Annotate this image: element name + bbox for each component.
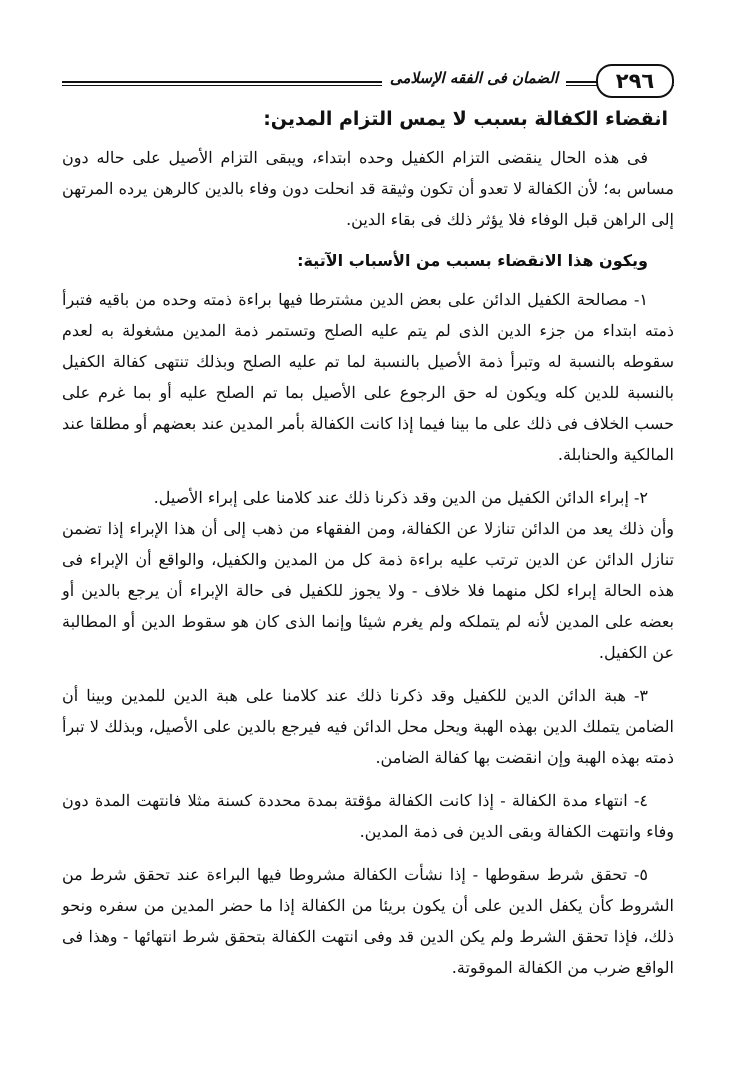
cause-item-1 [62,284,674,470]
cause-item-text: ٣- هبة الدائن الدين للكفيل وقد ذكرنا ذلك عند كلامنا على هبة الدين للمدين وبينا أن الضامن يتملك الدين بهذه الهبة ويحل محل الدائن فيه فيرجع بالدين على الأصيل، وبذلك لا تبرأ ذمته بهذه الهبة وإن انقضت بها كفالة الضامن. [62,686,674,767]
cause-item-text: ٥- تحقق شرط سقوطها - إذا نشأت الكفالة مشروطا فيها البراءة عند تحقق شرط من الشروط كأن يكفل الدين على أن يكون بريئا من الكفالة إذا ما حضر المدين من سفره ونحو ذلك، فإذا تحقق الشرط ولم يكن الدين قد وفى انتهت الكفالة بتحقق شرط انتهائها - وهذا فى الواقع ضرب من الكفالة الموقوتة. [62,865,674,977]
cause-item-4 [62,785,674,847]
cause-item-text: ٤- انتهاء مدة الكفالة - إذا كانت الكفالة مؤقتة بمدة محددة كسنة مثلا فانتهت المدة دون وفاء وانتهت الكفالة وبقى الدين فى ذمة المدين. [62,791,674,841]
causes-heading: ويكون هذا الانقضاء بسبب من الأسباب الآتية: [297,251,648,270]
book-title: الضمان فى الفقه الإسلامى [382,65,566,91]
running-header [62,62,674,98]
cause-item-text: ٢- إبراء الدائن الكفيل من الدين وقد ذكرنا ذلك عند كلامنا على إبراء الأصيل. [153,488,648,507]
cause-item-3 [62,680,674,773]
intro-paragraph: فى هذه الحال ينقضى التزام الكفيل وحده ابتداء، ويبقى التزام الأصيل على حاله دون مساس به؛ لأن الكفالة لا تعدو أن تكون وثيقة قد انحلت دون وفاء بالدين كالرهن يرده المرتهن إلى الراهن قبل الوفاء فلا يؤثر ذلك فى بقاء الدين. [62,148,674,229]
page-body [62,104,674,995]
section-heading: انقضاء الكفالة بسبب لا يمس التزام المدين: [263,108,668,130]
cause-item-2 [62,482,674,668]
cause-item-continuation: وأن ذلك يعد من الدائن تنازلا عن الكفالة، ومن الفقهاء من ذهب إلى أن هذا الإبراء إذا تضمن تنازل الدائن عن الدين ترتب عليه براءة ذمة كل من المدين والكفيل، والواقع أن الإبراء فى هذه الحالة إبراء لكل منهما فلا خلاف - ولا يجوز للكفيل فى حالة الإبراء أن يرجع بالدين أو بعضه على المدين لأنه لم يتملكه ولم يغرم شيئا وإنما الذى كان هو سقوط الدين أو المطالبة عن الكفيل. [62,519,674,662]
header-rule [62,81,674,86]
cause-item-5 [62,859,674,983]
page-number: ٢٩٦ [596,64,674,98]
cause-item-text: ١- مصالحة الكفيل الدائن على بعض الدين مشترطا فيها براءة ذمته وحده من باقيه فتبرأ ذمته ابتداء من جزء الدين الذى لم يتم عليه الصلح وتستمر ذمة المدين مشغولة به لعدم سقوطه بالنسبة له وتبرأ ذمة الأصيل بالنسبة لما تم عليه الصلح وبذلك تنتهى كفالة الكفيل بالنسبة للدين كله ويكون له حق الرجوع على الأصيل بما تم الصلح عليه أو بما غرم على حسب الخلاف فى ذلك على ما بينا فيما إذا كانت الكفالة بأمر المدين عند بعضهم أو مطلقا عند المالكية والحنابلة. [62,290,674,464]
